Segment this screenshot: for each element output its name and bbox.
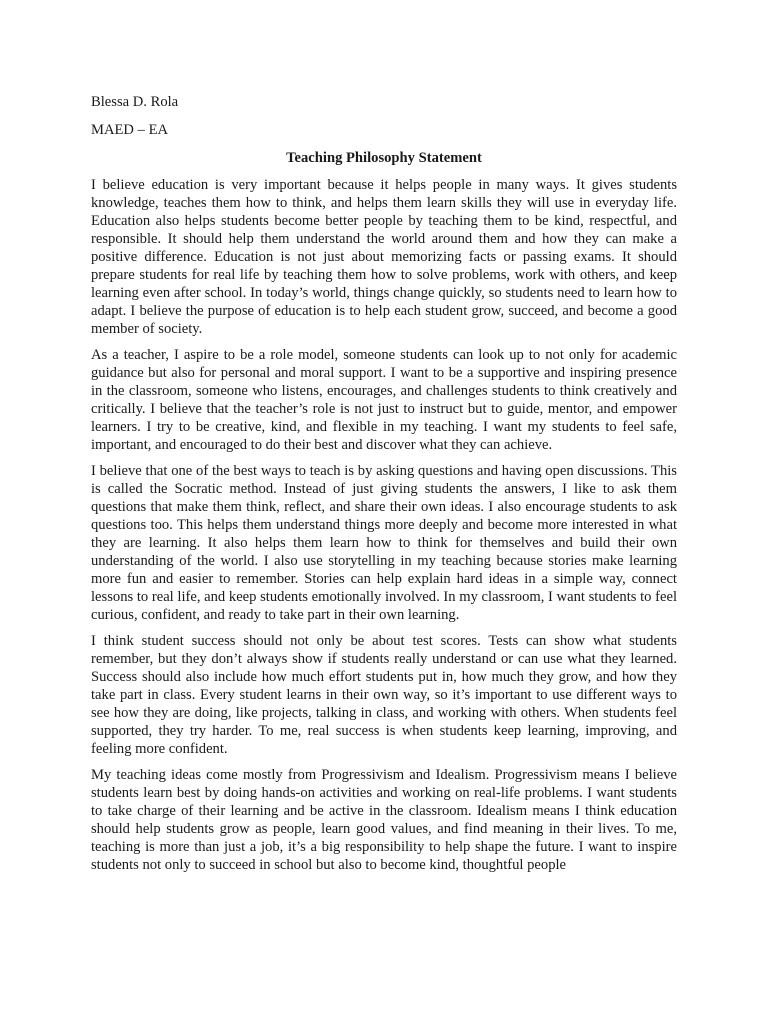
paragraph-purpose-of-education: I believe education is very important because it helps people in many ways. It gives students knowledge, teaches them how to think, and helps them learn skills they will use in everyday life. Education also helps students become better people by teaching them to be kind, respectful, and responsible. It should help them understand the world around them and how they can make a positive difference. Education is not just about memorizing facts or passing exams. It should prepare students for real life by teaching them how to solve problems, work with others, and keep learning even after school. In today’s world, things change quickly, so students need to learn how to adapt. I believe the purpose of education is to help each student grow, succeed, and become a good member of society. (91, 177, 677, 337)
paragraph-philosophy: My teaching ideas come mostly from Progressivism and Idealism. Progressivism means I believe students learn best by doing hands-on activities and working on real-life problems. I want students to take charge of their learning and be active in the classroom. Idealism means I think education should help students grow as people, learn good values, and find meaning in their lives. To me, teaching is more than just a job, it’s a big responsibility to help shape the future. I want to inspire students not only to succeed in school but also to become kind, thoughtful people (91, 767, 677, 873)
document-body (91, 93, 677, 882)
document-title: Teaching Philosophy Statement (286, 150, 482, 166)
paragraph-teacher-role: As a teacher, I aspire to be a role model, someone students can look up to not only for academic guidance but also for personal and moral support. I want to be a supportive and inspiring presence in the classroom, someone who listens, encourages, and challenges students to think creatively and critically. I believe that the teacher’s role is not just to instruct but to guide, mentor, and empower learners. I try to be creative, kind, and flexible in my teaching. I want my students to feel safe, important, and encouraged to do their best and discover what they can achieve. (91, 347, 677, 453)
paragraph-student-success: I think student success should not only be about test scores. Tests can show what students remember, but they don’t always show if students really understand or can use what they learned. Success should also include how much effort students put in, how much they grow, and how they take part in class. Every student learns in their own way, so it’s important to use different ways to see how they are doing, like projects, talking in class, and working with others. When students feel supported, they try harder. To me, real success is when students keep learning, improving, and feeling more confident. (91, 633, 677, 757)
paragraph-teaching-methods: I believe that one of the best ways to teach is by asking questions and having open discussions. This is called the Socratic method. Instead of just giving students the answers, I like to ask them questions that make them think, reflect, and share their own ideas. I also encourage students to ask questions too. This helps them understand things more deeply and become more interested in what they are learning. It also helps them learn how to think for themselves and build their own understanding of the world. I also use storytelling in my teaching because stories make learning more fun and easier to remember. Stories can help explain hard ideas in a simple way, connect lessons to real life, and keep students emotionally involved. In my classroom, I want students to feel curious, confident, and ready to take part in their own learning. (91, 463, 677, 623)
author-name: Blessa D. Rola (91, 94, 179, 110)
program-name: MAED – EA (91, 122, 169, 138)
